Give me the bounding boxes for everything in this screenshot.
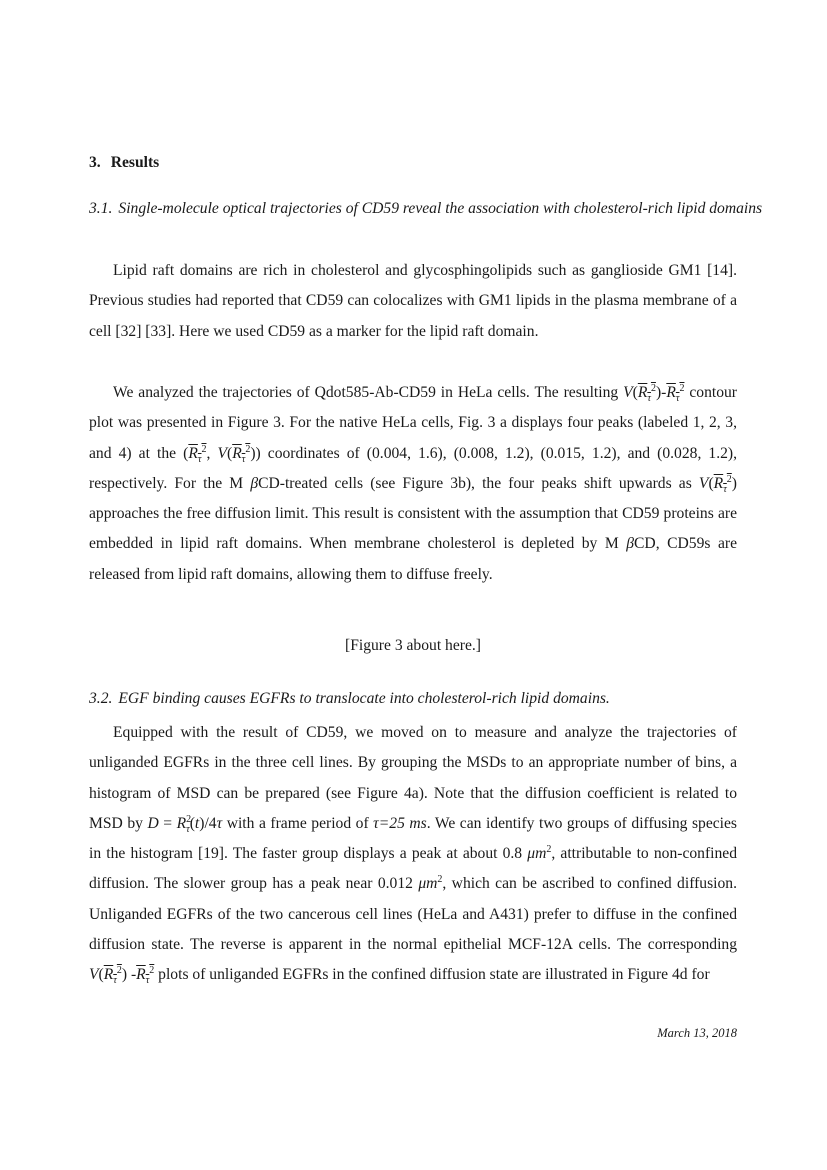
section-heading: [89, 154, 159, 172]
section-number: 3.: [89, 154, 101, 171]
figure-placeholder: [Figure 3 about here.]: [345, 637, 481, 654]
subsection-title: Single-molecule optical trajectories of CD59 reveal the association with cholesterol-rich lipid domains: [118, 200, 763, 217]
paper-page: [89, 0, 763, 1170]
section-title: Results: [110, 154, 160, 171]
paragraph-egfr-trajectories: Equipped with the result of CD59, we moved on to measure and analyze the trajectories of unliganded EGFRs in the three cell lines. By grouping the MSDs to an appropriate number of bins, a histogram of MSD can be prepared (see Figure 4a). Note that the diffusion coefficient is related to MSD by $D = R^2_\tau(t)/4\tau$ with a frame period of τ=25 ms. We can identify two groups of diffusing species in the histogram [19]. The faster group displays a peak at about 0.8 $\mu m^2$, attributable to non-confined diffusion. The slower group has a peak near 0.012 $\mu m^2$, which can be ascribed to confined diffusion. Unliganded EGFRs of the two cancerous cell lines (HeLa and A431) prefer to diffuse in the confined diffusion state. The reverse is apparent in the normal epithelial MCF-12A cells. The corresponding $V(R_\tau^2)$ $-R_\tau^2$ plots of unliganded EGFRs in the confined diffusion state are illustrated in Figure 4d for: [89, 724, 737, 987]
footer-date: March 13, 2018: [657, 1026, 737, 1040]
subsection-heading-1: [89, 194, 774, 224]
subsection-number: 3.1.: [89, 200, 113, 217]
subsection-number: 3.2.: [89, 690, 113, 707]
paragraph-lipid-raft: Lipid raft domains are rich in cholesterol and glycosphingolipids such as ganglioside GM1 [14]. Previous studies had reported that CD59 can colocalizes with GM1 lipids in the plasma membrane of a cell [32] [33]. Here we used CD59 as a marker for the lipid raft domain.: [89, 262, 737, 340]
subsection-title: EGF binding causes EGFRs to translocate into cholesterol-rich lipid domains.: [118, 690, 610, 707]
paragraph-cd59-analysis: We analyzed the trajectories of Qdot585-Ab-CD59 in HeLa cells. The resulting $V(R_\tau^2)-R_\tau^2$ contour plot was presented in Figure 3. For the native HeLa cells, Fig. 3 a displays four peaks (labeled 1, 2, 3, and 4) at the ($R_\tau^2$, $V(R_\tau^2)$) coordinates of (0.004, 1.6), (0.008, 1.2), (0.015, 1.2), and (0.028, 1.2), respectively. For the M βCD-treated cells (see Figure 3b), the four peaks shift upwards as $V(R_\tau^2)$ approaches the free diffusion limit. This result is consistent with the assumption that CD59 proteins are embedded in lipid raft domains. When membrane cholesterol is depleted by M βCD, CD59s are released from lipid raft domains, allowing them to diffuse freely.: [89, 382, 738, 583]
subsection-heading-2: [89, 684, 737, 714]
